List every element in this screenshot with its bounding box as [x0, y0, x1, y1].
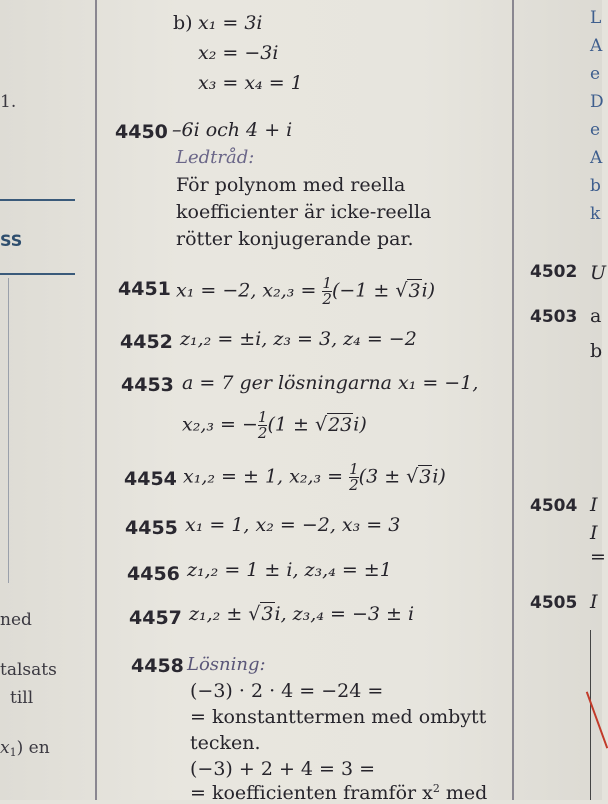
right-exercise-4504-line-2: I [590, 522, 598, 544]
left-fragment-6: $x_1$) en [0, 738, 50, 759]
left-fragment-3: ned [0, 610, 32, 630]
right-exercise-4504-text: I [590, 494, 598, 516]
exercise-4457-answer: z₁,₂ ± √3i, z₃,₄ = −3 ± i [189, 603, 415, 625]
exercise-4456-number: 4456 [127, 563, 180, 585]
right-column [512, 0, 607, 800]
exercise-4458-line-5: = koefficienten framför $x^2$ med [190, 782, 488, 804]
left-fragment-5: till [10, 688, 34, 708]
right-exercise-4505-text: I [590, 591, 598, 613]
exercise-4454-number: 4454 [124, 468, 177, 490]
item-b-line-3: x₃ = x₄ = 1 [198, 72, 303, 94]
exercise-4451-number: 4451 [118, 278, 171, 300]
exercise-4458-number: 4458 [131, 655, 184, 677]
exercise-4456-answer: z₁,₂ = 1 ± i, z₃,₄ = ±1 [187, 559, 392, 581]
exercise-4450-hint-title: Ledtråd: [176, 147, 255, 168]
exercise-4450-number: 4450 [115, 121, 168, 143]
exercise-4450-hint-line-1: För polynom med reella [176, 174, 406, 196]
right-letter-5: e [590, 120, 601, 140]
right-letter-1: L [590, 8, 602, 28]
left-divider-2 [0, 273, 75, 275]
right-exercise-4502-text: U [590, 262, 607, 284]
right-exercise-4502-number: 4502 [530, 262, 578, 282]
right-figure-axis [590, 630, 591, 800]
exercise-4455-answer: x₁ = 1, x₂ = −2, x₃ = 3 [185, 514, 401, 536]
right-letter-2: A [590, 36, 603, 56]
exercise-4454-answer: x₁,₂ = ± 1, x₂,₃ = $\frac{1}{2}$ (3 ± √3i) [183, 460, 446, 494]
exercise-4458-label: Lösning: [187, 654, 266, 675]
exercise-4451-answer: x₁ = −2, x₂,₃ = $\frac{1}{2}$ (−1 ± √3i) [176, 274, 436, 308]
exercise-4458-line-4: (−3) + 2 + 4 = 3 = [190, 758, 376, 780]
left-fragment-4: talsats [0, 660, 57, 680]
right-exercise-4503-text: a [590, 305, 602, 327]
exercise-4453-number: 4453 [121, 374, 174, 396]
right-exercise-4503-number: 4503 [530, 307, 578, 327]
exercise-4450-hint-line-2: koefficienter är icke-reella [176, 201, 432, 223]
exercise-4458-line-3: tecken. [190, 732, 261, 754]
item-b-line-1: x₁ = 3i [198, 12, 263, 34]
exercise-4453-answer-line-2: x₂,₃ = − $\frac{1}{2}$ (1 ± √23i) [182, 408, 367, 442]
right-letter-8: k [590, 204, 601, 224]
exercise-4450-hint-line-3: rötter konjugerande par. [176, 228, 414, 250]
right-letter-6: A [590, 148, 603, 168]
right-exercise-4503-b: b [590, 340, 603, 362]
left-column-rule [95, 0, 97, 800]
right-letter-7: b [590, 176, 601, 196]
right-letter-4: D [590, 92, 604, 112]
exercise-4452-answer: z₁,₂ = ±i, z₃ = 3, z₄ = −2 [180, 328, 417, 350]
right-letter-3: e [590, 64, 601, 84]
left-box-edge [8, 278, 9, 583]
left-divider-1 [0, 199, 75, 201]
right-exercise-4504-line-3: = [590, 546, 606, 568]
left-fragment-1: 1. [0, 92, 17, 112]
left-column [0, 0, 95, 800]
item-b-line-2: x₂ = −3i [198, 42, 279, 64]
exercise-4458-line-2: = konstanttermen med ombytt [190, 706, 487, 728]
exercise-4457-number: 4457 [129, 607, 182, 629]
exercise-4453-answer-line-1: a = 7 ger lösningarna x₁ = −1, [182, 372, 479, 394]
right-exercise-4505-number: 4505 [530, 593, 578, 613]
exercise-4452-number: 4452 [120, 331, 173, 353]
left-fragment-2: SS [0, 231, 23, 250]
exercise-4458-line-1: (−3) · 2 · 4 = −24 = [190, 680, 384, 702]
right-exercise-4504-number: 4504 [530, 496, 578, 516]
item-b-label: b) [173, 12, 193, 34]
exercise-4455-number: 4455 [125, 517, 178, 539]
exercise-4450-answer: –6i och 4 + i [172, 119, 293, 141]
